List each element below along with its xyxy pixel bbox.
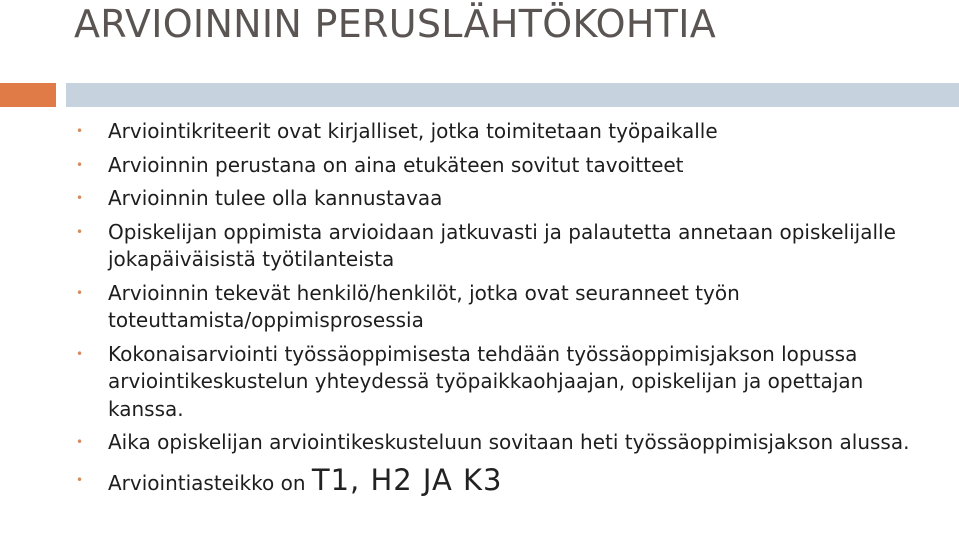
bullet-icon: • (76, 191, 84, 205)
list-item (0, 185, 959, 213)
bullet-icon: • (76, 124, 84, 138)
bullet-list (0, 118, 959, 503)
bullet-icon: • (76, 157, 84, 172)
list-item (0, 280, 959, 335)
bullet-icon: • (76, 285, 84, 300)
list-item-text: Opiskelijan oppimista arvioidaan jatkuvasti ja palautetta annetaan opiskelijalle jokapäiväisistä työtilanteista (108, 219, 896, 271)
bullet-icon: • (76, 472, 84, 487)
list-item-text: Kokonaisarviointi työssäoppimisesta tehdään työssäoppimisjakson lopussa arviointikeskustelun yhteydessä työpaikkaohjaajan, opiskelijan ja opettajan kanssa. (108, 341, 864, 421)
list-item (0, 429, 959, 457)
bullet-icon: • (76, 224, 84, 239)
bullet-icon: • (76, 435, 84, 449)
accent-bar-orange (0, 83, 56, 107)
list-item (0, 341, 959, 424)
list-item-text: Arviointiasteikko on (108, 470, 312, 495)
list-item (0, 152, 959, 180)
list-item-text: Arvioinnin perustana on aina etukäteen sovitut tavoitteet (108, 152, 684, 177)
slide-title: ARVIOINNIN PERUSLÄHTÖKOHTIA (74, 2, 717, 46)
grading-scale-text: T1, H2 JA K3 (311, 462, 503, 497)
list-item (0, 462, 959, 498)
list-item (0, 219, 959, 274)
list-item-text: Arvioinnin tekevät henkilö/henkilöt, jotka ovat seuranneet työn toteuttamista/oppimisprosessia (108, 280, 740, 332)
list-item (0, 118, 959, 146)
list-item-text: Arviointikriteerit ovat kirjalliset, jotka toimitetaan työpaikalle (108, 119, 718, 143)
bullet-icon: • (76, 346, 84, 361)
list-item-text: Arvioinnin tulee olla kannustavaa (108, 186, 443, 210)
list-item-text: Aika opiskelijan arviointikeskusteluun sovitaan heti työssäoppimisjakson alussa. (108, 430, 910, 454)
accent-bar-blue (66, 83, 959, 107)
